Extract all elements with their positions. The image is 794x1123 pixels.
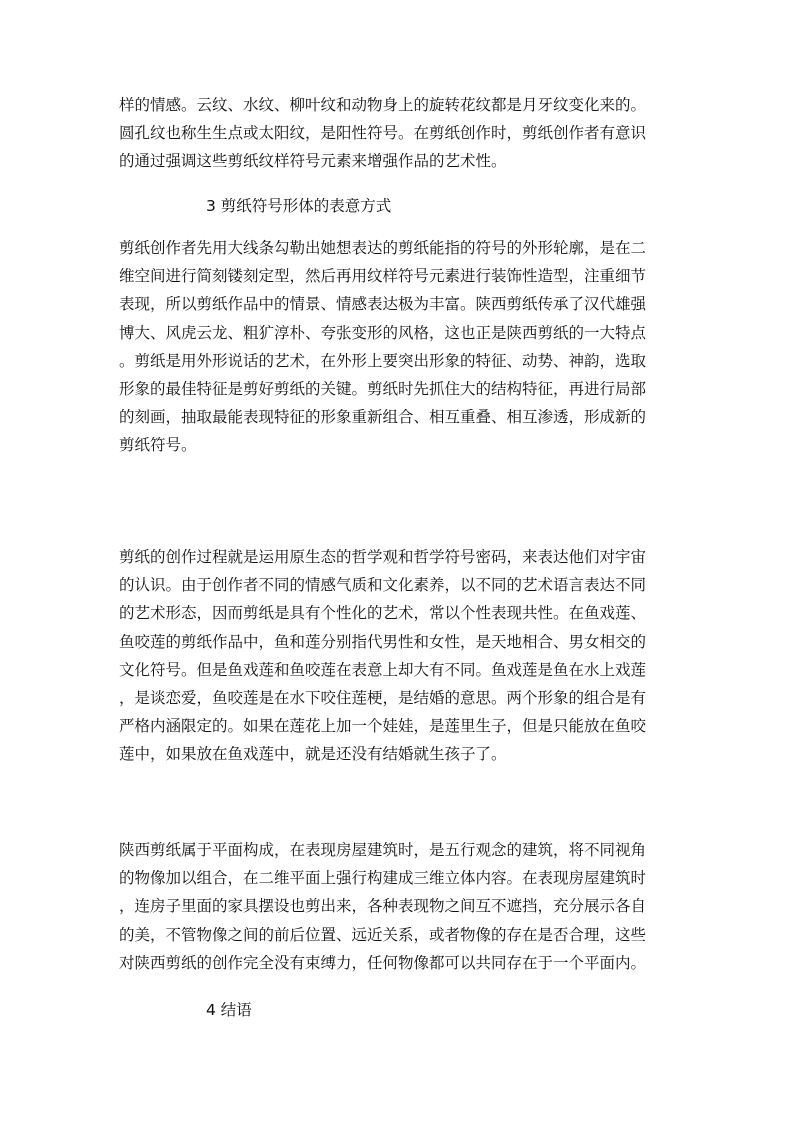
text-line: 形象的最佳特征是剪好剪纸的关键。剪纸时先抓住大的结构特征，再进行局部 bbox=[119, 379, 647, 398]
text-line: 的通过强调这些剪纸纹样符号元素来增强作品的艺术性。 bbox=[119, 152, 507, 171]
text-line: 样的情感。云纹、水纹、柳叶纹和动物身上的旋转花纹都是月牙纹变化来的。 bbox=[119, 96, 647, 114]
paragraph-pattern-symbols bbox=[119, 91, 675, 176]
text-line: 严格内涵限定的。如果在莲花上加一个娃娃，是莲里生子，但是只能放在鱼咬 bbox=[119, 717, 647, 736]
text-line: 剪纸符号。 bbox=[119, 436, 197, 455]
text-line: 圆孔纹也称生生点或太阳纹，是阳性符号。在剪纸创作时，剪纸创作者有意识 bbox=[119, 124, 647, 143]
text-line: 的刻画，抽取最能表现特征的形象重新组合、相互重叠、相互渗透，形成新的 bbox=[119, 408, 647, 427]
text-line: 。剪纸是用外形说话的艺术，在外形上要突出形象的特征、动势、神韵，选取 bbox=[119, 351, 647, 370]
paragraph-outline-creation bbox=[119, 234, 675, 460]
paragraph-fish-lotus bbox=[119, 543, 675, 769]
text-line: 维空间进行简刻镂刻定型，然后再用纹样符号元素进行装饰性造型，注重细节 bbox=[119, 267, 647, 286]
paragraph-planar-composition bbox=[119, 836, 675, 977]
text-line: 剪纸的创作过程就是运用原生态的哲学观和哲学符号密码，来表达他们对宇宙 bbox=[119, 548, 647, 566]
text-line: 的美，不管物像之间的前后位置、远近关系，或者物像的存在是否合理，这些 bbox=[119, 925, 647, 944]
text-line: 表现，所以剪纸作品中的情景、情感表达极为丰富。陕西剪纸传承了汉代雄强 bbox=[119, 295, 647, 314]
text-line: 鱼咬莲的剪纸作品中，鱼和莲分别指代男性和女性，是天地相合、男女相交的 bbox=[119, 632, 647, 651]
section-heading-3: 3 剪纸符号形体的表意方式 bbox=[206, 197, 392, 215]
text-line: 陕西剪纸属于平面构成，在表现房屋建筑时，是五行观念的建筑，将不同视角 bbox=[119, 841, 647, 859]
section-heading-4: 4 结语 bbox=[206, 1001, 252, 1019]
text-line: 剪纸创作者先用大线条勾勒出她想表达的剪纸能指的符号的外形轮廓，是在二 bbox=[119, 239, 647, 257]
text-line: ，连房子里面的家具摆设也剪出来，各种表现物之间互不遮挡，充分展示各自 bbox=[119, 897, 647, 916]
text-line: 文化符号。但是鱼戏莲和鱼咬莲在表意上却大有不同。鱼戏莲是鱼在水上戏莲 bbox=[119, 660, 647, 679]
text-line: 博大、风虎云龙、粗犷淳朴、夸张变形的风格，这也正是陕西剪纸的一大特点 bbox=[119, 323, 647, 342]
text-line: ，是谈恋爱，鱼咬莲是在水下咬住莲梗，是结婚的意思。两个形象的组合是有 bbox=[119, 688, 647, 707]
text-line: 的物像加以组合，在二维平面上强行构建成三维立体内容。在表现房屋建筑时 bbox=[119, 869, 647, 888]
text-line: 的艺术形态，因而剪纸是具有个性化的艺术，常以个性表现共性。在鱼戏莲、 bbox=[119, 604, 647, 623]
text-line: 的认识。由于创作者不同的情感气质和文化素养，以不同的艺术语言表达不同 bbox=[119, 576, 647, 595]
text-line: 莲中，如果放在鱼戏莲中，就是还没有结婚就生孩子了。 bbox=[119, 745, 507, 764]
text-line: 对陕西剪纸的创作完全没有束缚力，任何物像都可以共同存在于一个平面内。 bbox=[119, 953, 647, 972]
